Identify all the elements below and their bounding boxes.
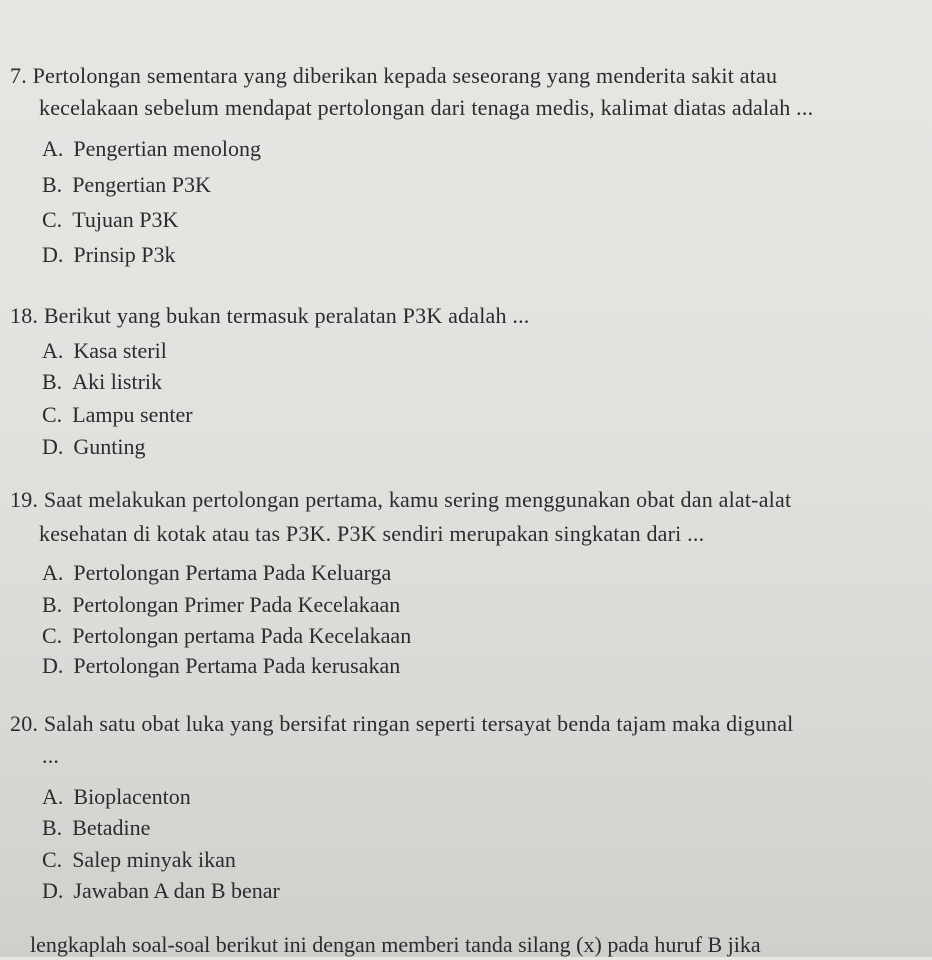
question-7-line-2: kecelakaan sebelum mendapat pertolongan dari tenaga medis, kalimat diatas adalah ... — [39, 95, 814, 120]
option-b: B. Aki listrik — [42, 369, 163, 394]
instruction-footer: lengkaplah soal-soal berikut ini dengan memberi tanda silang (x) pada huruf B jika — [30, 932, 761, 957]
option-a: A. Pengertian menolong — [42, 136, 261, 161]
option-d: D. Pertolongan Pertama Pada kerusakan — [42, 653, 401, 678]
question-19-line-1 — [10, 484, 791, 516]
option-c: C. Pertolongan pertama Pada Kecelakaan — [42, 623, 412, 648]
option-c: C. Salep minyak ikan — [42, 847, 236, 872]
question-7-line-1 — [10, 60, 777, 92]
question-number: 19. — [10, 487, 39, 512]
question-number: 18. — [10, 303, 39, 328]
option-c: C. Lampu senter — [42, 402, 193, 427]
question-text: Pertolongan sementara yang diberikan kepada seseorang yang menderita sakit atau — [32, 63, 778, 88]
question-18-line-1 — [10, 300, 530, 332]
option-d: D. Jawaban A dan B benar — [42, 878, 280, 903]
question-text: Berikut yang bukan termasuk peralatan P3K adalah ... — [43, 303, 530, 328]
option-d: D. Prinsip P3k — [42, 242, 176, 267]
option-b: B. Betadine — [42, 815, 151, 840]
option-b: B. Pengertian P3K — [42, 172, 211, 197]
question-text: Salah satu obat luka yang bersifat ringan seperti tersayat benda tajam maka digunal — [43, 711, 794, 736]
question-20-line-1 — [10, 708, 794, 740]
question-text: Saat melakukan pertolongan pertama, kamu sering menggunakan obat dan alat-alat — [43, 487, 792, 512]
question-number: 7. — [10, 63, 27, 88]
option-a: A. Kasa steril — [42, 338, 167, 363]
option-c: C. Tujuan P3K — [42, 207, 179, 232]
question-number: 20. — [10, 711, 39, 736]
option-d: D. Gunting — [42, 434, 146, 459]
question-20-line-2: ... — [42, 743, 60, 768]
option-a: A. Pertolongan Pertama Pada Keluarga — [42, 560, 392, 585]
question-19-line-2: kesehatan di kotak atau tas P3K. P3K sendiri merupakan singkatan dari ... — [39, 521, 705, 546]
option-b: B. Pertolongan Primer Pada Kecelakaan — [42, 592, 401, 617]
option-a: A. Bioplacenton — [42, 784, 191, 809]
